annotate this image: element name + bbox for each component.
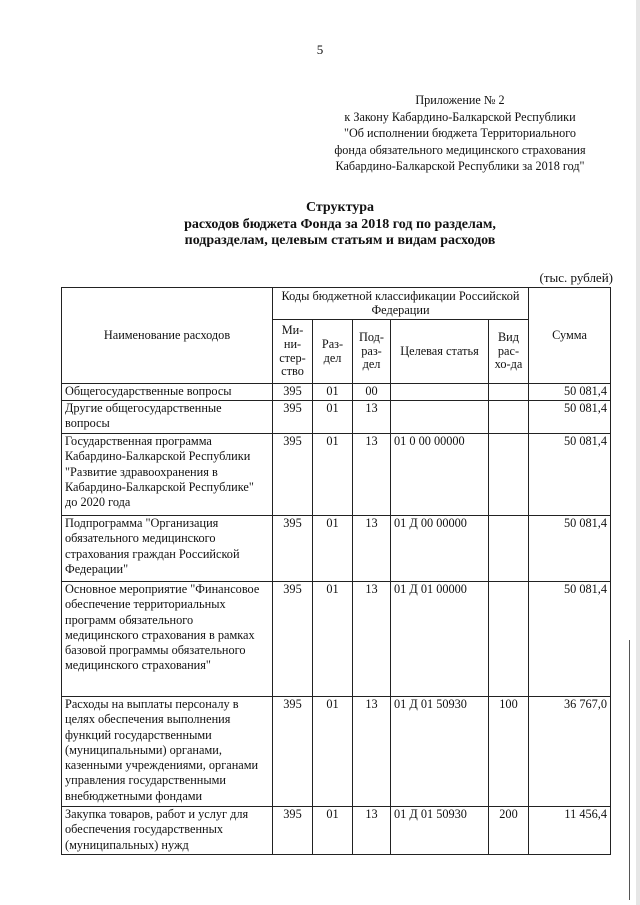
row-kind bbox=[489, 401, 529, 434]
row-target: 01 Д 01 50930 bbox=[391, 807, 489, 855]
row-section: 01 bbox=[313, 582, 353, 697]
row-target: 01 Д 01 00000 bbox=[391, 582, 489, 697]
row-subsection: 13 bbox=[353, 807, 391, 855]
table-row bbox=[62, 401, 611, 434]
row-ministry: 395 bbox=[273, 434, 313, 516]
table-row bbox=[62, 582, 611, 697]
row-ministry: 395 bbox=[273, 807, 313, 855]
row-sum: 11 456,4 bbox=[529, 807, 611, 855]
row-subsection: 13 bbox=[353, 516, 391, 582]
row-sum: 50 081,4 bbox=[529, 434, 611, 516]
row-name: Закупка товаров, работ и услуг для обеспечения государственных (муниципальных) нужд bbox=[62, 807, 273, 855]
table-row bbox=[62, 697, 611, 807]
header-row bbox=[62, 288, 611, 320]
row-target bbox=[391, 384, 489, 401]
row-name: Другие общегосударственные вопросы bbox=[62, 401, 273, 434]
row-sum: 36 767,0 bbox=[529, 697, 611, 807]
title-line: Структура bbox=[305, 200, 375, 215]
row-sum: 50 081,4 bbox=[529, 384, 611, 401]
appendix-header bbox=[310, 92, 610, 175]
row-ministry: 395 bbox=[273, 384, 313, 401]
row-section: 01 bbox=[313, 697, 353, 807]
row-name: Подпрограмма "Организация обязательного медицинского страхования граждан Российской Федерации" bbox=[62, 516, 273, 582]
row-subsection: 13 bbox=[353, 582, 391, 697]
header-codes: Коды бюджетной классификации Российской Федерации bbox=[273, 288, 529, 320]
table-row bbox=[62, 434, 611, 516]
row-name: Государственная программа Кабардино-Балкарской Республики "Развитие здравоохранения в Кабардино-Балкарской Республике" до 2020 года bbox=[62, 434, 273, 516]
appendix-line: "Об исполнении бюджета Территориального bbox=[343, 126, 577, 140]
appendix-line: к Закону Кабардино-Балкарской Республики bbox=[344, 109, 576, 124]
row-target: 01 0 00 00000 bbox=[391, 434, 489, 516]
header-name: Наименование расходов bbox=[62, 288, 273, 384]
header-kind: Вид рас-хо-да bbox=[489, 320, 529, 384]
row-name: Основное мероприятие "Финансовое обеспечение территориальных программ обязательного медицинского страхования в рамках базовой программы обязательного медицинского страхования" bbox=[62, 582, 273, 697]
row-target bbox=[391, 401, 489, 434]
row-sum: 50 081,4 bbox=[529, 582, 611, 697]
units-label: (тыс. рублей) bbox=[539, 270, 613, 285]
row-ministry: 395 bbox=[273, 516, 313, 582]
appendix-line: Кабардино-Балкарской Республики за 2018 год" bbox=[335, 159, 585, 173]
header-sum: Сумма bbox=[529, 288, 611, 384]
appendix-line: Приложение № 2 bbox=[415, 93, 505, 107]
title-line: расходов бюджета Фонда за 2018 год по разделам, bbox=[184, 216, 496, 232]
row-name: Общегосударственные вопросы bbox=[62, 384, 273, 401]
appendix-line: фонда обязательного медицинского страхования bbox=[334, 142, 586, 157]
row-kind bbox=[489, 384, 529, 401]
header-subsection: Под-раз-дел bbox=[353, 320, 391, 384]
scan-edge-line bbox=[629, 640, 630, 900]
row-target: 01 Д 00 00000 bbox=[391, 516, 489, 582]
document-title bbox=[140, 200, 540, 250]
table-row bbox=[62, 384, 611, 401]
title-line: подразделам, целевым статьям и видам расходов bbox=[184, 233, 496, 248]
row-ministry: 395 bbox=[273, 582, 313, 697]
header-section: Раз-дел bbox=[313, 320, 353, 384]
row-name: Расходы на выплаты персоналу в целях обеспечения выполнения функций государственными (муниципальными) органами, казенными учреждениями, органами управления государственными внебюджетными фондами bbox=[62, 697, 273, 807]
row-section: 01 bbox=[313, 401, 353, 434]
row-sum: 50 081,4 bbox=[529, 516, 611, 582]
scan-edge bbox=[636, 0, 640, 905]
row-subsection: 13 bbox=[353, 434, 391, 516]
row-kind bbox=[489, 582, 529, 697]
header-target: Целевая статья bbox=[391, 320, 489, 384]
row-kind: 100 bbox=[489, 697, 529, 807]
row-section: 01 bbox=[313, 516, 353, 582]
header-ministry: Ми-ни-стер-ство bbox=[273, 320, 313, 384]
row-sum: 50 081,4 bbox=[529, 401, 611, 434]
row-target: 01 Д 01 50930 bbox=[391, 697, 489, 807]
row-subsection: 13 bbox=[353, 697, 391, 807]
page-number: 5 bbox=[316, 42, 324, 57]
row-subsection: 13 bbox=[353, 401, 391, 434]
row-subsection: 00 bbox=[353, 384, 391, 401]
row-kind bbox=[489, 516, 529, 582]
table-row bbox=[62, 807, 611, 855]
row-section: 01 bbox=[313, 807, 353, 855]
row-ministry: 395 bbox=[273, 401, 313, 434]
row-kind: 200 bbox=[489, 807, 529, 855]
row-ministry: 395 bbox=[273, 697, 313, 807]
expenses-table bbox=[61, 287, 611, 855]
row-kind bbox=[489, 434, 529, 516]
row-section: 01 bbox=[313, 434, 353, 516]
row-section: 01 bbox=[313, 384, 353, 401]
table-row bbox=[62, 516, 611, 582]
